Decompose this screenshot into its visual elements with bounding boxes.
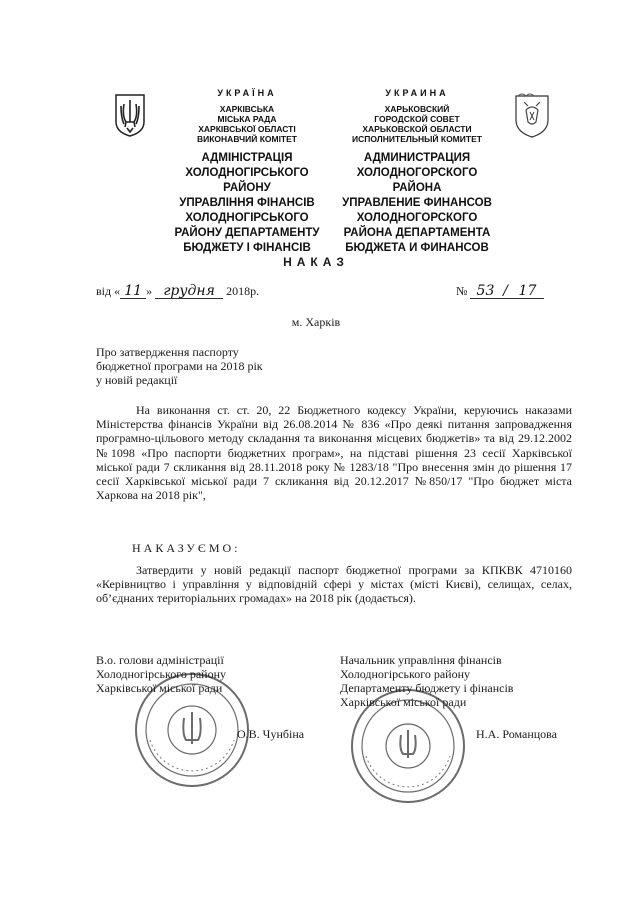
office-line: ХОЛОДНОГІРСЬКОГО xyxy=(185,212,309,224)
date-year: 2018р. xyxy=(226,284,260,298)
office-line: УПРАВЛЕНИЕ ФИНАНСОВ xyxy=(342,197,492,209)
signatory-line: Харківської міської ради xyxy=(340,695,467,709)
date-day: 11 xyxy=(120,284,146,299)
number-prefix: № xyxy=(456,284,468,298)
city-coat-of-arms-icon xyxy=(512,90,552,140)
subject-line: у новій редакції xyxy=(96,373,178,387)
signatory-line: Холодногірського району xyxy=(96,667,226,681)
signatory-line: Начальник управління фінансів xyxy=(340,653,502,667)
date-prefix: від « xyxy=(96,284,121,298)
council-block-ua xyxy=(162,104,332,144)
council-line: МІСЬКА РАДА xyxy=(217,114,277,124)
office-line: БЮДЖЕТА И ФИНАНСОВ xyxy=(345,242,489,254)
office-line: ХОЛОДНОГОРСКОГО xyxy=(356,167,478,179)
order-subject xyxy=(96,345,346,387)
trident-emblem-icon xyxy=(113,92,147,138)
order-heading: НАКАЗУЄМО: xyxy=(132,541,241,555)
office-block-ru xyxy=(332,151,502,256)
signatory-right-name: Н.А. Романцова xyxy=(476,727,557,741)
date-mid: » xyxy=(146,284,153,298)
signatory-left-name: О.В. Чунбіна xyxy=(237,727,305,741)
council-line: ХАРКІВСЬКА xyxy=(219,104,275,114)
office-line: БЮДЖЕТУ І ФІНАНСІВ xyxy=(183,242,311,254)
council-block-ru xyxy=(332,104,502,144)
order-date xyxy=(96,284,259,299)
office-line: РАЙОНА ДЕПАРТАМЕНТА xyxy=(343,227,491,239)
council-line: ИСПОЛНИТЕЛЬНЫЙ КОМИТЕТ xyxy=(352,134,482,144)
document-title: НАКАЗ xyxy=(283,255,349,269)
council-line: ГОРОДСКОЙ СОВЕТ xyxy=(374,114,460,124)
office-block-ua xyxy=(162,151,332,256)
order-number xyxy=(456,284,544,299)
number-sep: / xyxy=(500,284,510,299)
signatory-right-title xyxy=(340,653,572,709)
council-line: ХАРКІВСЬКОЇ ОБЛАСТІ xyxy=(198,124,296,134)
council-line: ХАРЬКОВСКИЙ xyxy=(384,104,450,114)
order-paragraph: Затвердити у новій редакції паспорт бюджетної програми за КПКВК 4710160 «Керівництво і управління у відповідній сфері у містах (місті Києві), селищах, селах, об’єднаних територіальних громадах» на 2018 рік (додається). xyxy=(96,563,572,606)
preamble-paragraph: На виконання ст. ст. 20, 22 Бюджетного кодексу України, керуючись наказами Міністерства фінансів України від 26.08.2014 № 836 «Про деякі питання запровадження програмно-цільового методу складання та виконання місцевих бюджетів» та від 29.12.2002 №1098 «Про паспорти бюджетних програм», на підставі рішення 23 сесії Харківської міської ради 7 скликання від 28.11.2018 року № 1283/18 "Про внесення змін до рішення 17 сесії Харківської міської ради 7 скликання від 20.12.2017 №850/17 "Про бюджет міста Харкова на 2018 рік", xyxy=(96,403,572,503)
signatory-left-title xyxy=(96,653,326,695)
date-month: грудня xyxy=(155,284,223,299)
office-line: РАЙОНУ ДЕПАРТАМЕНТУ xyxy=(174,227,320,239)
office-line: ХОЛОДНОГОРСКОГО xyxy=(356,212,478,224)
signatory-line: Харківської міської ради xyxy=(96,681,223,695)
council-line: ХАРЬКОВСКОЙ ОБЛАСТИ xyxy=(362,124,472,134)
office-line: АДМІНІСТРАЦІЯ xyxy=(201,152,293,164)
signatory-line: Департаменту бюджету і фінансів xyxy=(340,681,514,695)
letterhead-ukrainian xyxy=(162,87,332,256)
country-name-ua: УКРАЇНА xyxy=(217,88,277,98)
subject-line: Про затвердження паспорту xyxy=(96,345,239,359)
council-line: ВИКОНАВЧИЙ КОМІТЕТ xyxy=(197,134,297,144)
country-name-ru: УКРАИНА xyxy=(385,88,449,98)
signatory-line: Холодногірського району xyxy=(340,667,470,681)
office-line: УПРАВЛІННЯ ФІНАНСІВ xyxy=(179,197,315,209)
signatory-line: В.о. голови адміністрації xyxy=(96,653,224,667)
office-line: РАЙОНУ xyxy=(223,182,271,194)
subject-line: бюджетної програми на 2018 рік xyxy=(96,359,263,373)
city-name: м. Харків xyxy=(291,315,341,329)
office-line: РАЙОНА xyxy=(392,182,442,194)
number-suffix: 17 xyxy=(510,284,544,299)
office-line: ХОЛОДНОГІРСЬКОГО xyxy=(185,167,309,179)
letterhead-russian xyxy=(332,87,502,256)
number-value: 53 xyxy=(470,284,500,299)
office-line: АДМИНИСТРАЦИЯ xyxy=(363,152,471,164)
